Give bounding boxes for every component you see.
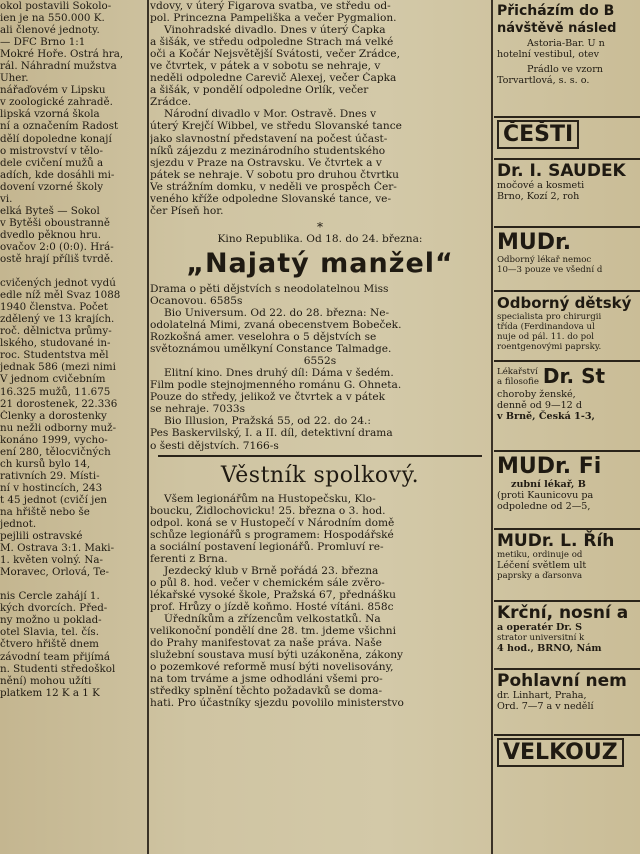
cinema-line: Bio Universum. Od 22. do 28. března: Ne- bbox=[164, 306, 390, 319]
left-column-line: elká Byteš — Sokol bbox=[0, 204, 100, 217]
ad-astoria-line1: Přicházím do B bbox=[497, 3, 615, 19]
cinema-line: Pes Baskervilský, I. a II. díl, detektivní drama bbox=[150, 427, 393, 440]
club-notice-line: středky splnění těchto požadavků se doma- bbox=[150, 685, 383, 698]
club-notice-line: a sociální postavení legionářů. Promluví re- bbox=[150, 540, 384, 553]
cinema-line: Rozkošná amer. veselohra o 5 dějstvích se bbox=[150, 331, 377, 344]
club-notice-line: na tom trváme a jsme odhodláni všemi pro- bbox=[150, 673, 383, 686]
left-column-line: ení 280, tělocvičných bbox=[0, 445, 111, 458]
club-notice-line: Jezdecký klub v Brně pořádá 23. března bbox=[164, 564, 379, 577]
cinema-line: Pouze do středy, jelikož ve čtvrtek a v pátek bbox=[150, 391, 386, 404]
left-column-line: lipská vzorná škola bbox=[0, 108, 100, 121]
left-column-line: otel Slavia, tel. čís. bbox=[0, 626, 99, 639]
cinema-line: se nehraje. 7033s bbox=[150, 403, 246, 416]
theatre-line: sjezdu v Praze na Ostravsku. Ve čtvrtek a v bbox=[150, 156, 382, 169]
ad-mudr bbox=[494, 226, 640, 290]
left-column-line: v Bytěši oboustranně bbox=[0, 216, 111, 229]
left-column-line: dvedlo pěknou hru. bbox=[0, 228, 101, 241]
left-column-line: ní v hostincích, 243 bbox=[0, 481, 103, 494]
cinema-line: Film podle stejnojmenného románu G. Ohneta. bbox=[150, 379, 402, 392]
ad-detsky-line4: roentgenovými paprsky. bbox=[497, 342, 602, 352]
left-column-line: ch kursů bylo 14, bbox=[0, 457, 91, 470]
left-column-line: M. Ostrava 3:1. Maki- bbox=[0, 542, 115, 555]
club-notice-line: do Prahy manifestovat za naše práva. Naše bbox=[150, 637, 382, 650]
cinema-line: Ocanovou. 6585s bbox=[150, 294, 243, 307]
theatre-line: jako slavnostní představení na počest účast- bbox=[150, 132, 388, 145]
left-column-line bbox=[0, 265, 146, 277]
theatre-line: pátek se nehraje. V sobotu pro druhou čtvrtku bbox=[150, 168, 399, 181]
ad-lekarstvi-line2: a filosofie bbox=[497, 376, 539, 387]
kino-header bbox=[150, 233, 490, 245]
ad-lekarstvi bbox=[494, 360, 640, 450]
left-column-line: závodní team přijímá bbox=[0, 650, 110, 663]
ad-zubni bbox=[494, 450, 640, 528]
ad-rih-line3: paprsky a ďarsonva bbox=[497, 571, 583, 581]
ad-krcni bbox=[494, 600, 640, 668]
club-notice-line: schůze legionářů s programem: Hospodářské bbox=[150, 528, 394, 541]
ad-mudr-name: MUDr. bbox=[497, 230, 572, 255]
ad-saudek-line1: močové a kosmeti bbox=[497, 180, 585, 191]
left-column-line: o mistrovství v tělo- bbox=[0, 144, 103, 157]
ad-velkouz-name: VELKOUZ bbox=[497, 738, 624, 767]
left-column-line: V jednom cvičebním bbox=[0, 373, 106, 386]
club-notice-line: odpol. koná se v Hustopečí v Národním domě bbox=[150, 516, 395, 529]
cinema-line: 6552s bbox=[303, 355, 337, 368]
left-column-line: ny možno u poklad- bbox=[0, 614, 102, 627]
left-column-line: roč. dělnictva průmy- bbox=[0, 325, 112, 338]
ad-lekarstvi-line4: denně od 9—12 d bbox=[497, 400, 582, 411]
ad-pohlavni-line2: Ord. 7—7 a v nedělí bbox=[497, 701, 594, 712]
ad-rih bbox=[494, 528, 640, 600]
ad-zubni-name: MUDr. Fi bbox=[497, 454, 602, 479]
left-column-line: 1940 členstva. Počet bbox=[0, 301, 108, 314]
ad-krcni-line2: strator universitní k bbox=[497, 633, 585, 643]
ad-lekarstvi-name: Dr. St bbox=[542, 364, 606, 388]
ad-velkouz bbox=[494, 734, 640, 800]
theatre-line: veného kříže odpoledne Slovanské tance, ve- bbox=[150, 192, 392, 205]
cinema-line: Elitní kino. Dnes druhý díl: Dáma v šedém. bbox=[164, 367, 394, 380]
ad-cesti-heading: ČEŠTI bbox=[497, 120, 579, 149]
ad-detsky-line1: specialista pro chirurgii bbox=[497, 312, 602, 322]
left-column-line: t 45 jednot (cvičí jen bbox=[0, 493, 108, 506]
ad-rih-name: MUDr. L. Říh bbox=[497, 531, 615, 551]
ad-zubni-line3: odpoledne od 2—5, bbox=[497, 501, 591, 512]
left-column-line: konáno 1999, vycho- bbox=[0, 433, 108, 446]
ad-pohlavni-name: Pohlavní nem bbox=[497, 671, 627, 691]
theatre-line: čer Píseň hor. bbox=[150, 204, 224, 217]
theatre-line: neděli odpoledne Carevič Alexej, večer Čapka bbox=[150, 72, 397, 85]
theatre-line: níků zájezdu z mezinárodního studentského bbox=[150, 144, 386, 157]
club-notice-line: prof. Hrůzy o jízdě koňmo. Hosté vítáni. 858c bbox=[150, 600, 394, 613]
cinema-listings bbox=[150, 283, 490, 452]
cinema-line: odolatelná Mimi, zvaná obecenstvem Bobeček. bbox=[150, 319, 402, 332]
ad-mudr-line2: 10—3 pouze ve všední d bbox=[497, 265, 603, 275]
club-notice-line: o pozemkové reformě musí býti novelisovány, bbox=[150, 661, 394, 674]
ad-astoria-line2: návštěvě násled bbox=[497, 21, 617, 36]
left-column-line: Členky a dorostenky bbox=[0, 409, 107, 422]
ad-saudek-name: Dr. I. SAUDEK bbox=[497, 161, 626, 181]
left-column-line: čtvero hřiště dnem bbox=[0, 638, 99, 651]
ad-lekarstvi-line5: v Brně, Česká 1-3, bbox=[497, 411, 595, 422]
left-column-line: ali členové jednoty. bbox=[0, 24, 100, 37]
club-notice-line: hati. Pro účastníky sjezdu povolilo ministerstvo bbox=[150, 697, 404, 710]
cinema-line: Bio Illusion, Pražská 55, od 22. do 24.: bbox=[164, 415, 371, 428]
left-column-line: n. Studenti středoškol bbox=[0, 662, 116, 675]
left-column-line: — DFC Brno 1:1 bbox=[0, 36, 86, 49]
ad-mudr-line1: Odborný lékař nemoc bbox=[497, 255, 592, 265]
left-column-line: Uher. bbox=[0, 72, 29, 85]
left-column-line: dele cvičení mužů a bbox=[0, 156, 104, 169]
left-column-line: na hřiště nebo še bbox=[0, 505, 90, 518]
left-column-line: rativních 29. Místi- bbox=[0, 469, 100, 482]
ad-pohlavni bbox=[494, 668, 640, 734]
left-column-line: edle níž měl Svaz 1088 bbox=[0, 289, 121, 302]
theatre-listings bbox=[150, 0, 490, 217]
club-notice-line: boucku, Židlochovicku! 25. března o 3. hod. bbox=[150, 504, 386, 517]
cinema-line: Drama o pěti dějstvích s neodolatelnou Miss bbox=[150, 282, 389, 295]
section-title: Věstník spolkový. bbox=[220, 462, 420, 488]
theatre-line: a šišák, ve středu odpoledne Strach má velké bbox=[150, 36, 394, 49]
ad-rih-line2: Léčení světlem ult bbox=[497, 560, 587, 571]
theatre-line: Ve strážním domku, v neděli ve prospěch Čer- bbox=[150, 180, 397, 193]
section-divider bbox=[158, 455, 482, 457]
ad-detsky-name: Odborný dětský bbox=[497, 294, 632, 312]
cinema-line: světoznámou umělkyní Constance Talmadge. bbox=[150, 343, 392, 356]
left-column-line: jednot. bbox=[0, 518, 37, 531]
left-column-text bbox=[0, 0, 146, 699]
left-column-line: pejlili ostravské bbox=[0, 530, 83, 543]
left-column bbox=[0, 0, 146, 854]
left-column-line: Moravec, Orlová, Te- bbox=[0, 566, 110, 579]
left-column-line: platkem 12 K a 1 K bbox=[0, 686, 100, 699]
ad-cesti bbox=[494, 116, 640, 158]
left-column-line: ien je na 550.000 K. bbox=[0, 12, 105, 25]
ad-detsky bbox=[494, 290, 640, 360]
theatre-line: Vinohradské divadlo. Dnes v úterý Čapka bbox=[164, 24, 386, 37]
theatre-line: úterý Krejčí Wibbel, ve středu Slovanské tance bbox=[150, 120, 402, 133]
ad-krcni-line3: 4 hod., BRNO, Nám bbox=[497, 643, 602, 654]
left-column-line: rál. Náhradní mužstva bbox=[0, 60, 117, 73]
left-column-line: 21 dorostenek, 22.336 bbox=[0, 397, 118, 410]
left-column-line: Mokré Hoře. Ostrá hra, bbox=[0, 48, 124, 61]
ad-krcni-line1: a operatér Dr. S bbox=[497, 622, 583, 633]
column-rule-left bbox=[147, 0, 149, 854]
left-column-line: ní a označením Radost bbox=[0, 120, 119, 133]
left-column-line: ovačov 2:0 (0:0). Hrá- bbox=[0, 240, 114, 253]
left-column-line: dělí dopoledne konají bbox=[0, 132, 112, 145]
kino-header-text: Kino Republika. Od 18. do 24. března: bbox=[217, 232, 423, 245]
ad-rih-line1: metiku, ordinuje od bbox=[497, 550, 583, 560]
ad-lekarstvi-line3: choroby ženské, bbox=[497, 389, 576, 400]
left-column-line: nis Cercle zahájí 1. bbox=[0, 590, 100, 603]
ad-pohlavni-line1: dr. Linhart, Praha, bbox=[497, 690, 587, 701]
cinema-line: o šesti dějstvích. 7166-s bbox=[150, 439, 279, 452]
left-column-line: adích, kde dosáhli mi- bbox=[0, 168, 115, 181]
left-column-line bbox=[0, 578, 146, 590]
ad-astoria-line4: hotelní vestibul, otev bbox=[497, 49, 600, 60]
club-notices bbox=[150, 493, 490, 710]
ad-saudek bbox=[494, 158, 640, 226]
theatre-line: vdovy, v úterý Figarova svatba, ve středu od- bbox=[150, 0, 391, 12]
separator-star: * bbox=[317, 219, 323, 234]
ad-astoria-line5: Prádlo ve vzorn bbox=[527, 64, 603, 75]
ad-astoria-line6: Torvartlová, s. s. o. bbox=[497, 75, 590, 86]
ad-zubni-line1: zubní lékař, B bbox=[511, 479, 586, 490]
ad-detsky-line3: nuje od pál. 11. do pol bbox=[497, 332, 595, 342]
theatre-line: pol. Princezna Pampeliška a večer Pygmalion. bbox=[150, 12, 397, 25]
film-title: „Najatý manžel“ bbox=[186, 247, 454, 279]
ad-lekarstvi-line1: Lékařství bbox=[497, 366, 538, 377]
left-column-line: nu nežli odborny muž- bbox=[0, 421, 117, 434]
ad-astoria-line3: Astoria-Bar. U n bbox=[527, 38, 605, 49]
ad-zubni-line2: (proti Kaunicovu pa bbox=[497, 490, 594, 501]
theatre-line: Zrádce. bbox=[150, 96, 192, 109]
club-notice-line: velikonoční pondělí dne 28. tm. jdeme všichni bbox=[150, 625, 397, 638]
left-column-line: zdělený ve 13 krajích. bbox=[0, 313, 115, 326]
theatre-line: ve čtvrtek, v pátek a v sobotu se nehraje, v bbox=[150, 60, 381, 73]
theatre-line: Národní divadlo v Mor. Ostravě. Dnes v bbox=[164, 108, 377, 121]
left-column-line: v zoologické zahradě. bbox=[0, 96, 113, 109]
left-column-line: 1. květen volný. Na- bbox=[0, 554, 103, 567]
ad-saudek-line2: Brno, Kozí 2, roh bbox=[497, 191, 580, 202]
theatre-line: a šišák, v pondělí odpoledne Orlík, večer bbox=[150, 84, 369, 97]
left-column-line: lského, studované in- bbox=[0, 337, 111, 350]
club-notice-line: o půl 8. hod. večer v chemickém sále zvěro- bbox=[150, 576, 385, 589]
left-column-line: cvičených jednot vydú bbox=[0, 277, 116, 290]
ad-detsky-line2: třída (Ferdinandova ul bbox=[497, 322, 595, 332]
left-column-line: nění) mohou užíti bbox=[0, 674, 92, 687]
left-column-line: jednak 586 (mezi nimi bbox=[0, 361, 116, 374]
theatre-line: oči a Kočár Nejsvětější Svátosti, večer Zrádce, bbox=[150, 48, 400, 61]
ad-astoria bbox=[494, 0, 640, 116]
column-rule-right bbox=[491, 0, 493, 854]
left-column-line: vi. bbox=[0, 192, 13, 205]
left-column-line: nářaďovém v Lipsku bbox=[0, 84, 106, 97]
club-notice-line: ferenti z Brna. bbox=[150, 552, 228, 565]
middle-column bbox=[150, 0, 490, 854]
club-notice-line: Všem legionářům na Hustopečsku, Klo- bbox=[164, 492, 376, 505]
left-column-line: okol postavili Sokolo- bbox=[0, 0, 112, 12]
right-column-ads bbox=[494, 0, 640, 854]
left-column-line: kých dvorcích. Před- bbox=[0, 602, 108, 615]
left-column-line: ostě hrají příliš tvrdě. bbox=[0, 252, 114, 265]
ad-krcni-name: Krční, nosní a bbox=[497, 603, 629, 623]
left-column-line: dovení vzorné školy bbox=[0, 180, 104, 193]
club-notice-line: služební soustava musí býti uzákoněna, zákony bbox=[150, 649, 403, 662]
club-notice-line: Úředníkům a zřízencům velkostatků. Na bbox=[164, 613, 381, 626]
club-notice-line: lékařské vysoké škole, Pražská 67, přednášku bbox=[150, 588, 396, 601]
left-column-line: 16.325 mužů, 11.675 bbox=[0, 385, 111, 398]
left-column-line: roc. Studentstva měl bbox=[0, 349, 109, 362]
